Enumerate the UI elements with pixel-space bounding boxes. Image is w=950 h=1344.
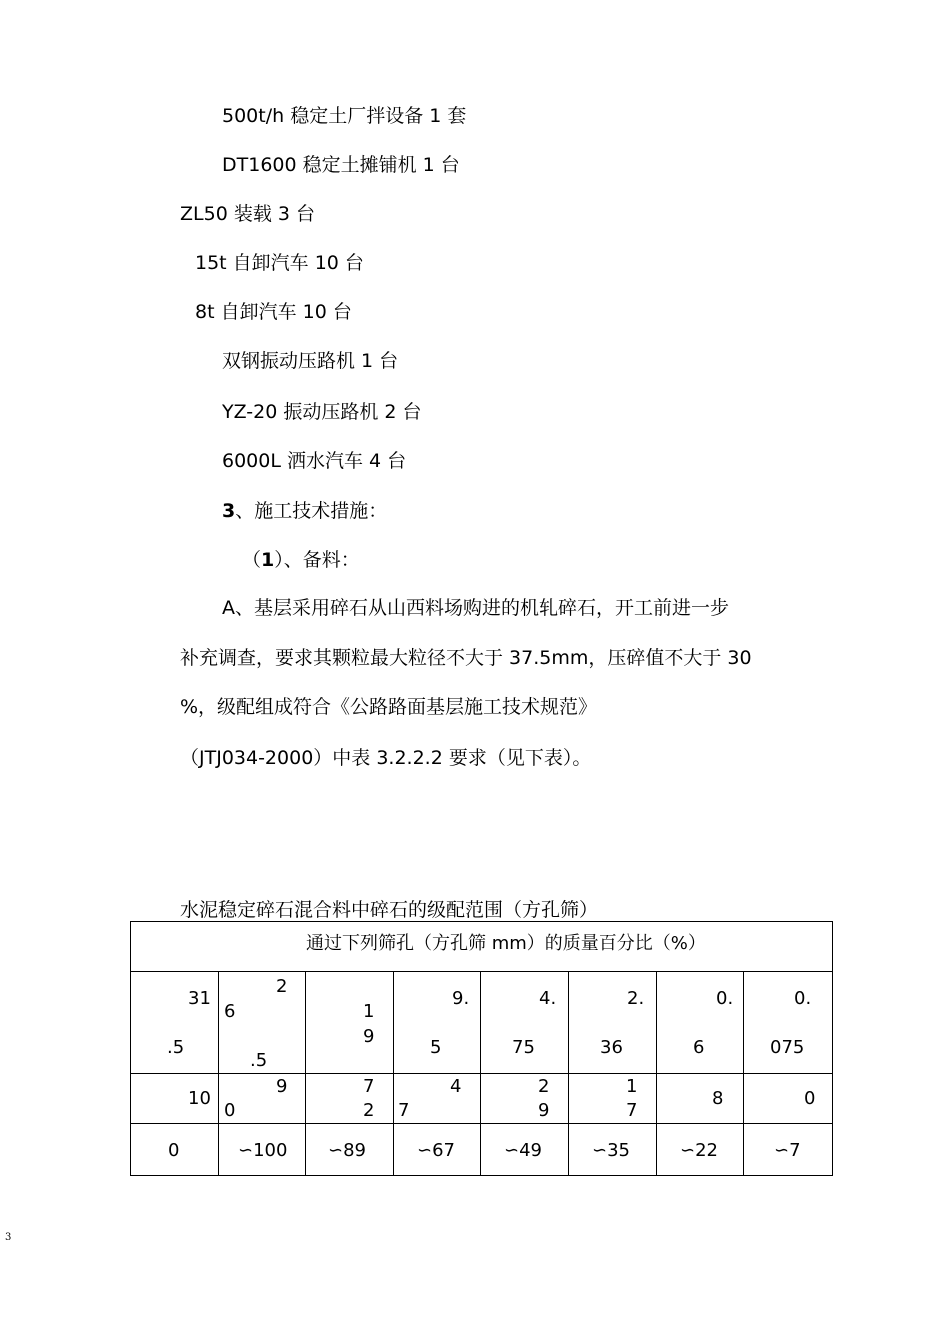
table-cell: 7 xyxy=(398,1100,410,1121)
table-cell: 2 xyxy=(276,976,288,997)
table-cell: 2 xyxy=(363,1100,375,1121)
table-col-sep xyxy=(218,971,219,1176)
table-cell: ∽7 xyxy=(774,1140,801,1161)
equipment-line-6: 双钢振动压路机 1 台 xyxy=(222,350,399,372)
paragraph-line-2: 补充调查，要求其颗粒最大粒径不大于 37.5mm，压碎值不大于 30 xyxy=(180,647,752,669)
table-cell: 0 xyxy=(804,1088,816,1109)
gradation-table xyxy=(130,921,833,1176)
table-border-row-3 xyxy=(130,1123,833,1124)
table-cell: 5 xyxy=(430,1037,442,1058)
table-cell: 4. xyxy=(539,988,557,1009)
table-col-sep xyxy=(568,971,569,1176)
subsection-heading xyxy=(242,547,360,573)
subsection-number: 1 xyxy=(261,549,275,571)
table-cell: 75 xyxy=(512,1037,535,1058)
table-cell: 2. xyxy=(627,988,645,1009)
table-cell: 9. xyxy=(452,988,470,1009)
table-cell: 1 xyxy=(363,1001,375,1022)
table-col-sep xyxy=(743,971,744,1176)
table-cell: 36 xyxy=(600,1037,623,1058)
table-cell: 7 xyxy=(626,1100,638,1121)
table-cell: 6 xyxy=(693,1037,705,1058)
table-border-left xyxy=(130,921,131,1176)
page-number: 3 xyxy=(5,1232,12,1243)
table-header: 通过下列筛孔（方孔筛 mm）的质量百分比（%） xyxy=(306,933,706,954)
equipment-line-1: 500t/h 稳定土厂拌设备 1 套 xyxy=(222,105,467,127)
table-cell: 9 xyxy=(276,1076,288,1097)
table-caption: 水泥稳定碎石混合料中碎石的级配范围（方孔筛） xyxy=(180,899,599,921)
table-border-top xyxy=(130,921,833,922)
table-cell: 6 xyxy=(224,1001,236,1022)
table-border-row-1 xyxy=(130,971,833,972)
equipment-line-2: DT1600 稳定土摊铺机 1 台 xyxy=(222,154,460,176)
table-border-row-2 xyxy=(130,1073,833,1074)
table-cell: ∽49 xyxy=(504,1140,542,1161)
section-heading xyxy=(222,498,387,524)
table-cell: 0. xyxy=(794,988,812,1009)
equipment-line-8: 6000L 洒水汽车 4 台 xyxy=(222,450,407,472)
section-title: 、施工技术措施： xyxy=(235,500,388,522)
table-cell: 075 xyxy=(770,1037,805,1058)
table-col-sep xyxy=(305,971,306,1176)
table-cell: .5 xyxy=(250,1050,268,1071)
table-cell: ∽89 xyxy=(328,1140,366,1161)
table-cell: 9 xyxy=(538,1100,550,1121)
table-cell: ∽22 xyxy=(680,1140,718,1161)
equipment-line-5: 8t 自卸汽车 10 台 xyxy=(195,301,352,323)
table-cell: 9 xyxy=(363,1026,375,1047)
paragraph-line-1: A、基层采用碎石从山西料场购进的机轧碎石，开工前进一步 xyxy=(222,597,729,619)
table-cell: 31 xyxy=(188,988,211,1009)
table-cell: 10 xyxy=(188,1088,211,1109)
table-cell: 2 xyxy=(538,1076,550,1097)
table-cell: 0. xyxy=(716,988,734,1009)
table-cell: 0 xyxy=(224,1100,236,1121)
equipment-line-7: YZ-20 振动压路机 2 台 xyxy=(222,401,422,423)
section-number: 3 xyxy=(222,500,236,522)
table-col-sep xyxy=(656,971,657,1176)
table-col-sep xyxy=(480,971,481,1176)
table-cell: .5 xyxy=(167,1037,185,1058)
equipment-line-4: 15t 自卸汽车 10 台 xyxy=(195,252,364,274)
table-cell: 8 xyxy=(712,1088,724,1109)
table-border-right xyxy=(832,921,833,1176)
table-border-bottom xyxy=(130,1175,833,1176)
table-cell: 0 xyxy=(168,1140,180,1161)
paragraph-line-3: %，级配组成符合《公路路面基层施工技术规范》 xyxy=(180,696,598,718)
subsection-open: （ xyxy=(242,549,262,571)
paragraph-line-4: （JTJ034-2000）中表 3.2.2.2 要求（见下表）。 xyxy=(180,747,592,769)
table-cell: ∽67 xyxy=(417,1140,455,1161)
table-col-sep xyxy=(393,971,394,1176)
table-cell: ∽100 xyxy=(238,1140,288,1161)
table-cell: ∽35 xyxy=(592,1140,630,1161)
table-cell: 7 xyxy=(363,1076,375,1097)
table-cell: 4 xyxy=(450,1076,462,1097)
table-cell: 1 xyxy=(626,1076,638,1097)
equipment-line-3: ZL50 装载 3 台 xyxy=(180,203,315,225)
subsection-rest: ）、备料： xyxy=(274,549,360,571)
